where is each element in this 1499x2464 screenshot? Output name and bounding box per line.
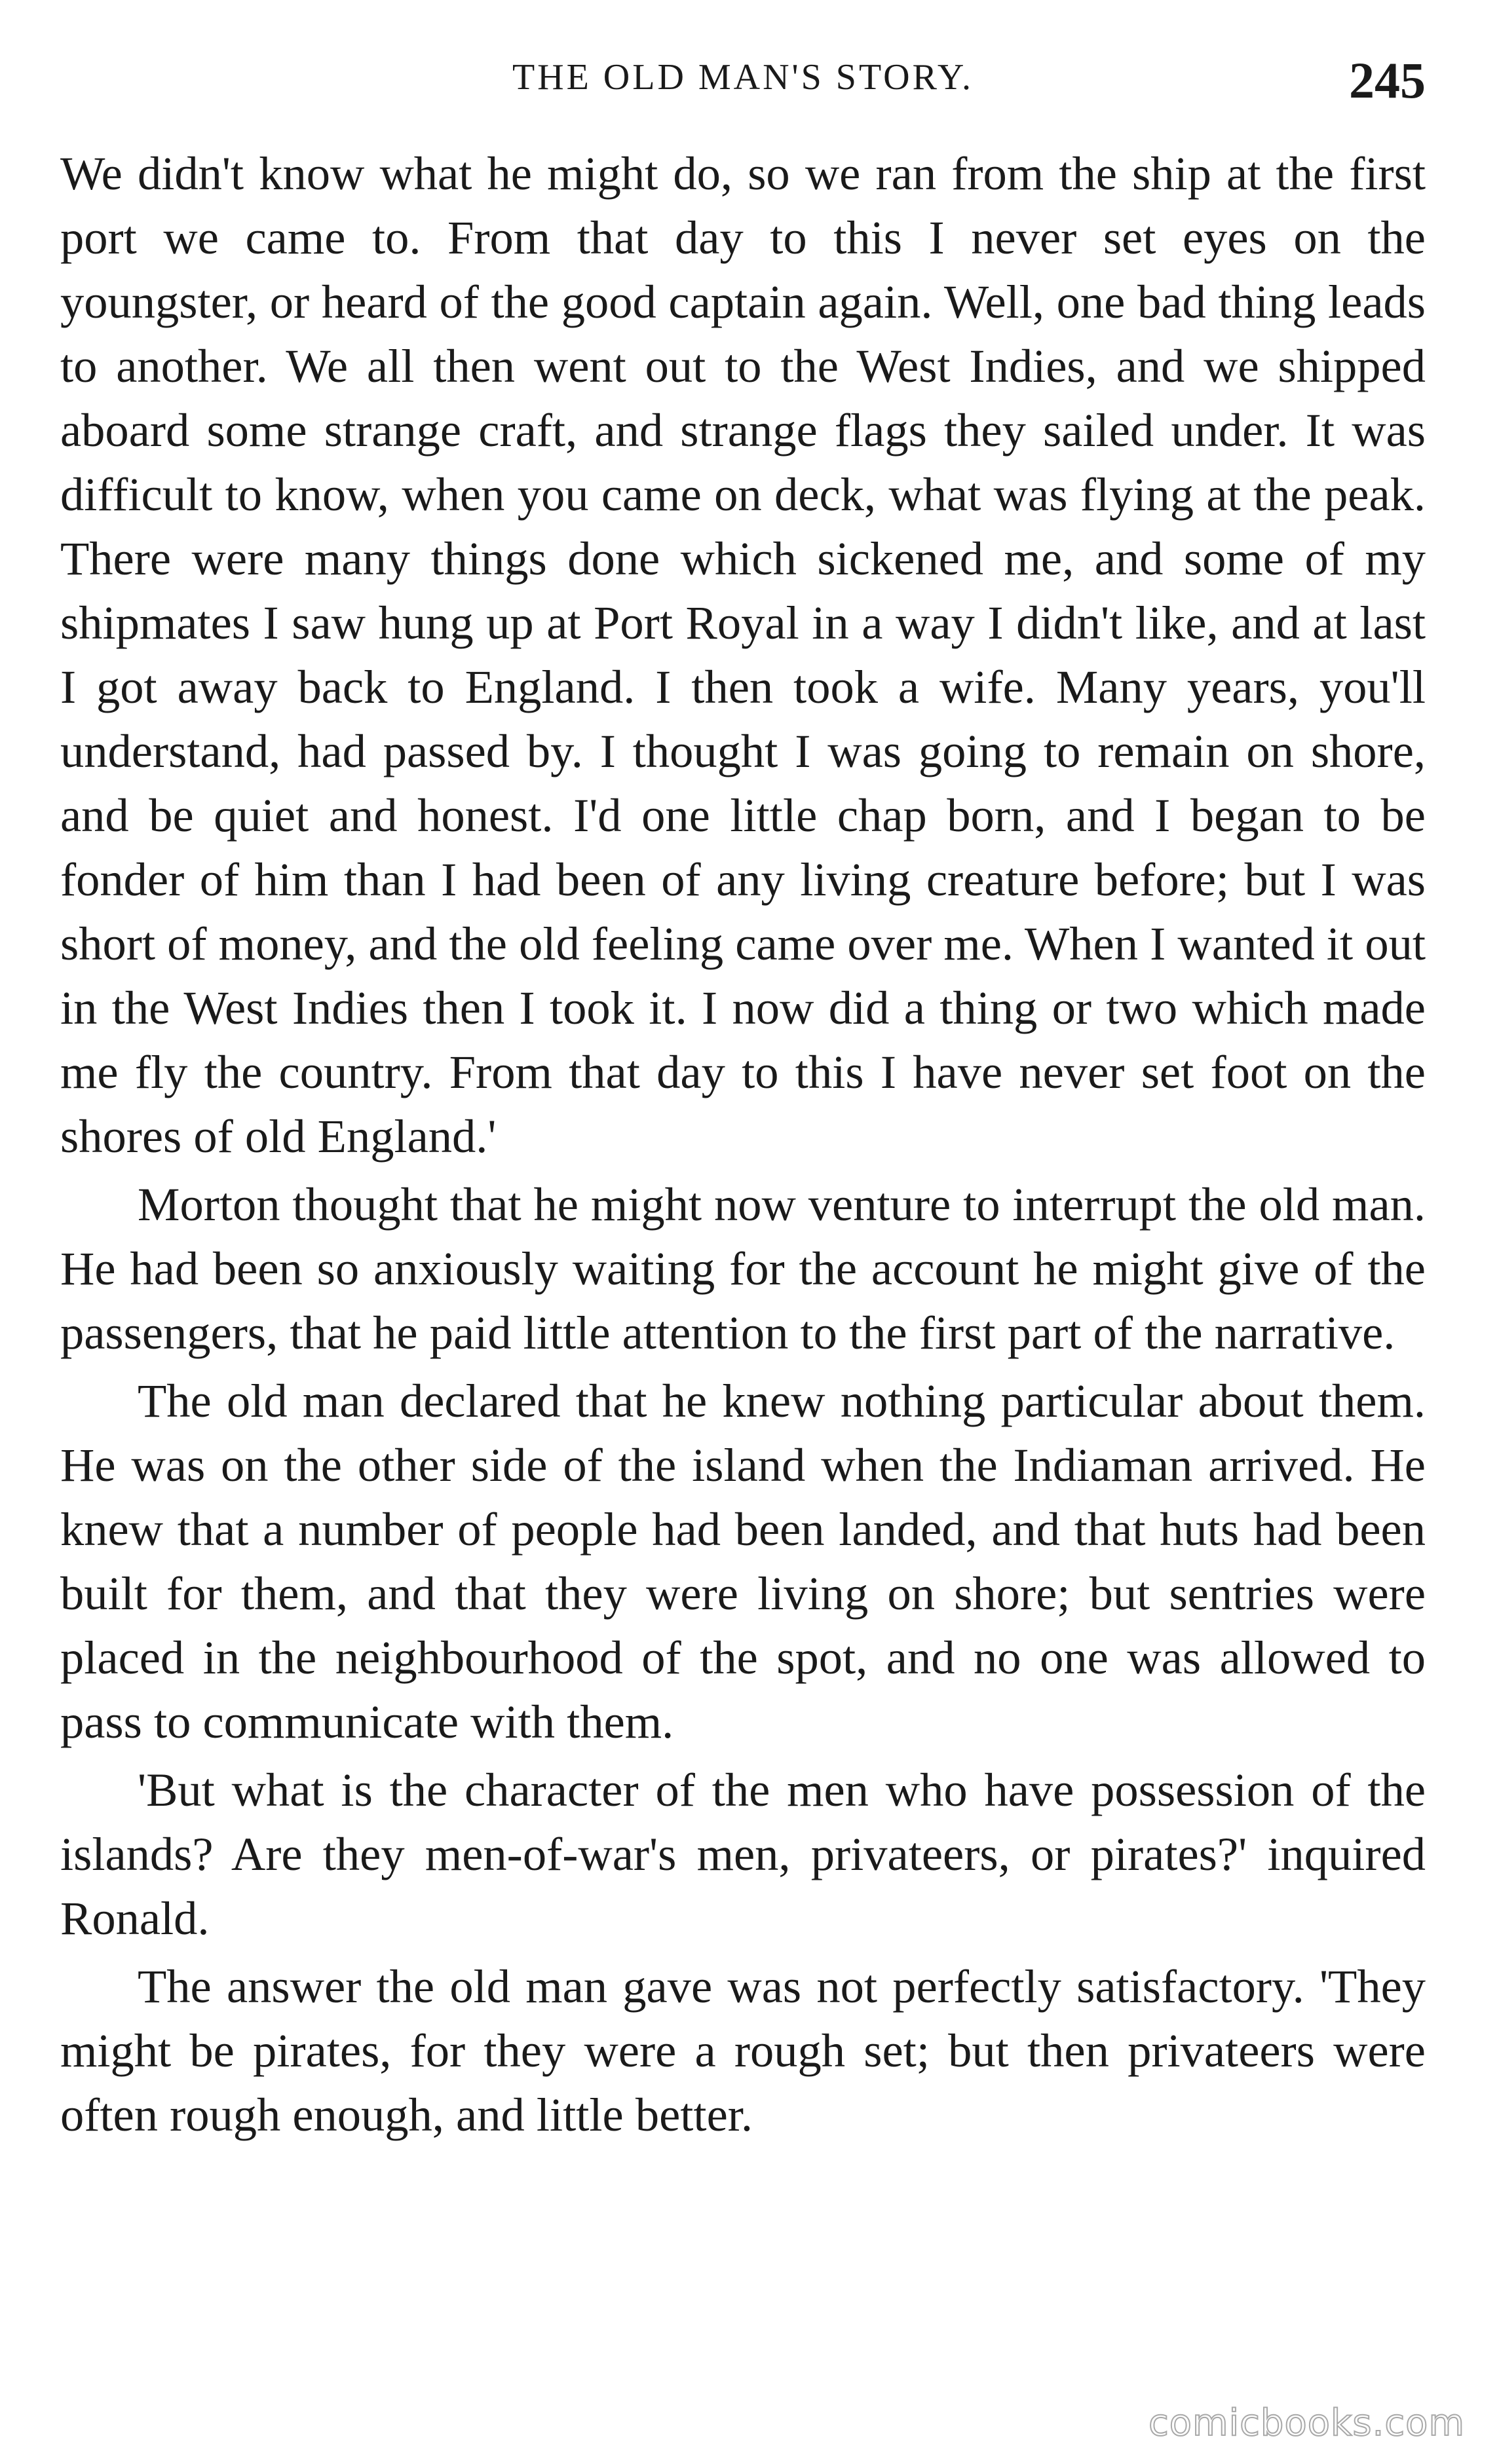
- paragraph-2: Morton thought that he might now venture to interrupt the old man. He had been so anxiously waiting for the account he might give of the passengers, that he paid little attention to the first part of the narrative.: [60, 1178, 1426, 1359]
- watermark-logo: comicbooks.com: [1148, 2402, 1465, 2444]
- paragraph-4: 'But what is the character of the men who have possession of the islands? Are they men-of-war's men, privateers, or pirates?' inquired Ronald.: [60, 1763, 1426, 1945]
- paragraph-1: We didn't know what he might do, so we ran from the ship at the first port we came to. From that day to this I never set eyes on the youngster, or heard of the good captain again. Well, one bad thing leads to another. We all then went out to the West Indies, and we shipped aboard some strange craft, and strange flags they sailed under. It was difficult to know, when you came on deck, what was flying at the peak. There were many things done which sickened me, and some of my shipmates I saw hung up at Port Royal in a way I didn't like, and at last I got away back to England. I then took a wife. Many years, you'll understand, had passed by. I thought I was going to remain on shore, and be quiet and honest. I'd one little chap born, and I began to be fonder of him than I had been of any living creature before; but I was short of money, and the old feeling came over me. When I wanted it out in the West Indies then I took it. I now did a thing or two which made me fly the country. From that day to this I have never set foot on the shores of old England.': [60, 147, 1426, 1163]
- running-title: THE OLD MAN'S STORY.: [512, 57, 974, 98]
- running-head: [60, 51, 1426, 123]
- body-text: [60, 141, 1426, 2147]
- paragraph-5: The answer the old man gave was not perfectly satisfactory. 'They might be pirates, for they were a rough set; but then privateers were often rough enough, and little better.: [60, 1960, 1426, 2141]
- page-number: 245: [1349, 52, 1426, 109]
- paragraph-3: The old man declared that he knew nothing particular about them. He was on the other side of the island when the Indiaman arrived. He knew that a number of people had been landed, and that huts had been built for them, and that they were living on shore; but sentries were placed in the neighbourhood of the spot, and no one was allowed to pass to communicate with them.: [60, 1374, 1426, 1748]
